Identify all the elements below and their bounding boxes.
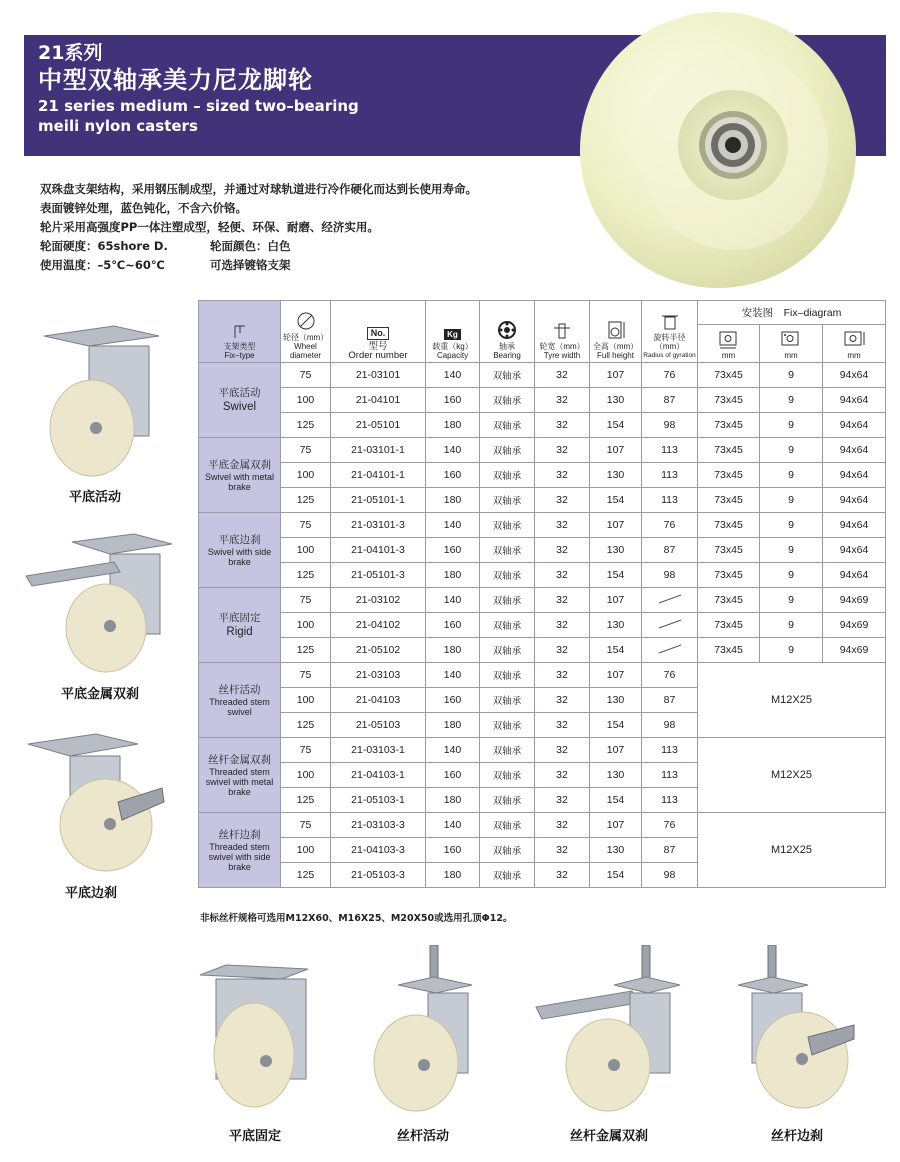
cell-d: 125 (281, 488, 331, 513)
bottom-label-threaded-metal-brake: 丝杆金属双刹 (569, 1129, 648, 1144)
table-row (199, 438, 886, 463)
cell-f2: 9 (760, 638, 823, 663)
cell-d: 75 (281, 663, 331, 688)
bottom-label-threaded-side-brake: 丝杆边刹 (770, 1129, 823, 1144)
cell-d: 75 (281, 813, 331, 838)
fix-type-cell (199, 738, 281, 813)
cell-d: 125 (281, 413, 331, 438)
cell-h: 154 (590, 563, 642, 588)
bottom-label-threaded-swivel: 丝杆活动 (396, 1129, 449, 1144)
cell-radius: 87 (642, 538, 698, 563)
cell-b: 双轴承 (480, 563, 535, 588)
fix-type-cn: 丝杆边刹 (218, 828, 261, 841)
cell-d: 100 (281, 688, 331, 713)
radius-icon (660, 313, 680, 331)
cell-f2: 9 (760, 588, 823, 613)
cell-no: 21-05103-1 (331, 788, 426, 813)
cell-f2: 9 (760, 438, 823, 463)
series-title: 21系列 (38, 42, 103, 64)
cell-cap: 140 (426, 513, 480, 538)
cell-b: 双轴承 (480, 713, 535, 738)
cell-h: 154 (590, 863, 642, 888)
cell-d: 125 (281, 788, 331, 813)
cell-no: 21-04102 (331, 613, 426, 638)
cell-f2: 9 (760, 363, 823, 388)
cell-f3: 94x64 (823, 488, 886, 513)
fix-type-en: Swivel (222, 400, 257, 413)
table-row (199, 388, 886, 413)
cell-f3: 94x64 (823, 438, 886, 463)
cell-b: 双轴承 (480, 638, 535, 663)
cell-no: 21-05101 (331, 413, 426, 438)
cell-no: 21-05103-3 (331, 863, 426, 888)
spec-table (198, 300, 886, 888)
cell-f3: 94x64 (823, 413, 886, 438)
table-row (199, 563, 886, 588)
cell-d: 100 (281, 463, 331, 488)
cell-radius: 113 (642, 488, 698, 513)
fix-type-en: Threaded stem swivel with metal brake (205, 766, 274, 797)
table-row (199, 463, 886, 488)
spec-table-body (199, 363, 886, 888)
cell-radius: 87 (642, 838, 698, 863)
fix-type-cell (199, 588, 281, 663)
desc-line3: 轮片采用高强度PP一体注塑成型，轻便、环保、耐磨、经济实用。 (40, 220, 379, 234)
cell-h: 154 (590, 488, 642, 513)
cell-radius: 76 (642, 513, 698, 538)
hero-wheel-image (578, 10, 858, 290)
fix-type-cell (199, 663, 281, 738)
side-label-side-brake: 平底边刹 (64, 886, 117, 901)
cell-w: 32 (535, 788, 590, 813)
cell-w: 32 (535, 738, 590, 763)
cell-h: 107 (590, 438, 642, 463)
cell-cap: 180 (426, 788, 480, 813)
cell-d: 125 (281, 863, 331, 888)
fix-type-cell (199, 513, 281, 588)
cell-f3: 94x64 (823, 563, 886, 588)
cell-f1: 73x45 (698, 563, 760, 588)
cell-h: 154 (590, 638, 642, 663)
order-number-icon: No. (367, 327, 390, 340)
cell-no: 21-04103-1 (331, 763, 426, 788)
cell-no: 21-05101-3 (331, 563, 426, 588)
side-brake-caster-image (26, 730, 166, 875)
cell-b: 双轴承 (480, 388, 535, 413)
title-en-line2: meili nylon casters (38, 117, 198, 135)
bottom-label-rigid: 平底固定 (228, 1129, 281, 1144)
cell-h: 154 (590, 788, 642, 813)
description (40, 180, 477, 275)
fix-type-cell (199, 363, 281, 438)
cell-cap: 160 (426, 613, 480, 638)
fix-type-en: Threaded stem swivel with side brake (208, 841, 271, 872)
cell-h: 130 (590, 388, 642, 413)
cell-cap: 140 (426, 738, 480, 763)
cell-h: 154 (590, 413, 642, 438)
cell-f2: 9 (760, 463, 823, 488)
cell-b: 双轴承 (480, 413, 535, 438)
cell-f1: 73x45 (698, 363, 760, 388)
cell-cap: 160 (426, 463, 480, 488)
cell-f3: 94x64 (823, 513, 886, 538)
cell-w: 32 (535, 863, 590, 888)
cell-f1: 73x45 (698, 388, 760, 413)
cell-f3: 94x64 (823, 538, 886, 563)
fix-type-cell (199, 438, 281, 513)
cell-radius: 113 (642, 788, 698, 813)
cell-no: 21-03101-1 (331, 438, 426, 463)
cell-radius: 98 (642, 563, 698, 588)
cell-d: 75 (281, 363, 331, 388)
cell-no: 21-03103-1 (331, 738, 426, 763)
cell-radius: 113 (642, 763, 698, 788)
cell-no: 21-04103 (331, 688, 426, 713)
cell-radius: 87 (642, 688, 698, 713)
cell-b: 双轴承 (480, 488, 535, 513)
cell-f3: 94x69 (823, 613, 886, 638)
cell-no: 21-03103 (331, 663, 426, 688)
cell-f1: 73x45 (698, 588, 760, 613)
cell-h: 154 (590, 713, 642, 738)
cell-radius: 76 (642, 813, 698, 838)
cell-no: 21-03101-3 (331, 513, 426, 538)
cell-d: 75 (281, 588, 331, 613)
cell-radius: 113 (642, 738, 698, 763)
cell-no: 21-05102 (331, 638, 426, 663)
weight-icon: Kg (444, 329, 461, 340)
cell-cap: 180 (426, 488, 480, 513)
cell-w: 32 (535, 463, 590, 488)
cell-no: 21-03102 (331, 588, 426, 613)
fix-type-cn: 平底边刹 (218, 533, 261, 546)
cell-f1: 73x45 (698, 538, 760, 563)
cell-f1: 73x45 (698, 613, 760, 638)
cell-b: 双轴承 (480, 813, 535, 838)
full-height-icon (606, 320, 626, 340)
cell-radius: 98 (642, 413, 698, 438)
cell-d: 125 (281, 638, 331, 663)
cell-b: 双轴承 (480, 613, 535, 638)
threaded-side-brake-caster-image (738, 945, 856, 1115)
cell-f2: 9 (760, 563, 823, 588)
fix-type-cn: 丝杆金属双刹 (208, 753, 271, 766)
cell-no: 21-05103 (331, 713, 426, 738)
cell-w: 32 (535, 663, 590, 688)
wheel-diameter-icon (296, 311, 316, 331)
cell-radius: 113 (642, 438, 698, 463)
cell-w: 32 (535, 538, 590, 563)
desc-line1: 双珠盘支架结构，采用钢压制成型，并通过对球轨道进行冷作硬化而达到长使用寿命。 (40, 182, 477, 196)
cell-cap: 140 (426, 813, 480, 838)
thread-spec-cell: M12X25 (698, 813, 886, 888)
cell-b: 双轴承 (480, 763, 535, 788)
cell-radius: 98 (642, 863, 698, 888)
desc-line2: 表面镀锌处理，蓝色钝化，不含六价铬。 (40, 201, 247, 215)
cell-no: 21-04101-1 (331, 463, 426, 488)
fix-type-cn: 丝杆活动 (218, 683, 261, 696)
th-tyre: 轮宽（mm） Tyre width (535, 301, 590, 363)
cell-b: 双轴承 (480, 463, 535, 488)
cell-d: 75 (281, 438, 331, 463)
th-bearing: 轴承 Bearing (480, 301, 535, 363)
cell-cap: 140 (426, 363, 480, 388)
threaded-swivel-caster-image (368, 945, 478, 1115)
cell-cap: 140 (426, 663, 480, 688)
cell-cap: 180 (426, 413, 480, 438)
no-radius-slash-icon (655, 643, 685, 655)
cell-f1: 73x45 (698, 413, 760, 438)
table-row (199, 813, 886, 838)
cell-f3: 94x64 (823, 463, 886, 488)
cell-radius (642, 613, 698, 638)
side-label-metal-brake: 平底金属双刹 (60, 687, 139, 702)
tyre-width-icon (552, 320, 572, 340)
cell-f2: 9 (760, 488, 823, 513)
cell-h: 130 (590, 763, 642, 788)
th-capacity: Kg 载重（kg） Capacity (426, 301, 480, 363)
cell-d: 75 (281, 738, 331, 763)
cell-f1: 73x45 (698, 638, 760, 663)
threaded-metal-brake-caster-image (534, 945, 684, 1115)
table-row (199, 413, 886, 438)
cell-cap: 180 (426, 563, 480, 588)
rigid-caster-image (196, 945, 314, 1115)
banner-text (38, 42, 359, 136)
cell-cap: 180 (426, 638, 480, 663)
cell-f1: 73x45 (698, 488, 760, 513)
fix-type-cell (199, 813, 281, 888)
cell-f2: 9 (760, 613, 823, 638)
desc-color: 轮面颜色：白色 (210, 239, 291, 253)
no-radius-slash-icon (655, 593, 685, 605)
table-row (199, 638, 886, 663)
th-fix-diagram: 安装图 Fix–diagram (698, 301, 886, 325)
cell-no: 21-04103-3 (331, 838, 426, 863)
cell-cap: 140 (426, 588, 480, 613)
bearing-icon (497, 320, 517, 340)
cell-w: 32 (535, 363, 590, 388)
bolt-hole-diagram-icon (779, 329, 803, 349)
th-height: 全高（mm） Full height (590, 301, 642, 363)
table-row (199, 363, 886, 388)
cell-b: 双轴承 (480, 863, 535, 888)
fix-type-icon (232, 324, 248, 340)
cell-f3: 94x64 (823, 363, 886, 388)
th-fix-3: mm (823, 325, 886, 363)
cell-radius: 87 (642, 388, 698, 413)
side-label-swivel: 平底活动 (68, 490, 121, 505)
fix-type-en: Rigid (226, 625, 253, 638)
fix-type-cn: 平底活动 (218, 386, 261, 399)
cell-w: 32 (535, 438, 590, 463)
cell-f2: 9 (760, 513, 823, 538)
th-wheel: 轮径（mm） Wheel diameter (281, 301, 331, 363)
cell-b: 双轴承 (480, 738, 535, 763)
cell-f1: 73x45 (698, 438, 760, 463)
cell-d: 100 (281, 763, 331, 788)
cell-f2: 9 (760, 413, 823, 438)
cell-f1: 73x45 (698, 513, 760, 538)
cell-f1: 73x45 (698, 463, 760, 488)
desc-hardness: 轮面硬度：65shore D. (40, 239, 168, 253)
plate-diagram-icon (717, 329, 741, 349)
cell-f2: 9 (760, 388, 823, 413)
cell-b: 双轴承 (480, 688, 535, 713)
th-order: No. 型号 Order number (331, 301, 426, 363)
cell-b: 双轴承 (480, 838, 535, 863)
desc-temperature: 使用温度：–5℃~60℃ (40, 258, 165, 272)
cell-d: 125 (281, 563, 331, 588)
cell-d: 100 (281, 613, 331, 638)
cell-w: 32 (535, 688, 590, 713)
cell-d: 75 (281, 513, 331, 538)
cell-b: 双轴承 (480, 788, 535, 813)
cell-b: 双轴承 (480, 513, 535, 538)
table-row (199, 613, 886, 638)
title-en-line1: 21 series medium – sized two–bearing (38, 97, 359, 115)
fix-type-cn: 平底金属双刹 (208, 458, 271, 471)
cell-radius: 76 (642, 363, 698, 388)
th-type: 支架类型 Fix–type (199, 301, 281, 363)
cell-w: 32 (535, 488, 590, 513)
cell-w: 32 (535, 413, 590, 438)
thread-spec-cell: M12X25 (698, 663, 886, 738)
fix-type-en: Swivel with metal brake (204, 471, 275, 492)
footnote: 非标丝杆规格可选用M12X60、M16X25、M20X50或选用孔顶Φ12。 (200, 913, 513, 924)
cell-d: 100 (281, 838, 331, 863)
cell-h: 130 (590, 688, 642, 713)
table-row (199, 588, 886, 613)
thread-spec-cell: M12X25 (698, 738, 886, 813)
fix-type-cn: 平底固定 (218, 611, 261, 624)
fix-type-en: Swivel with side brake (207, 546, 272, 567)
cell-b: 双轴承 (480, 438, 535, 463)
fix-type-en: Threaded stem swivel (209, 696, 270, 717)
cell-h: 130 (590, 463, 642, 488)
cell-h: 130 (590, 613, 642, 638)
metal-brake-caster-image (24, 528, 174, 678)
cell-b: 双轴承 (480, 363, 535, 388)
cell-no: 21-03103-3 (331, 813, 426, 838)
cell-f3: 94x69 (823, 638, 886, 663)
cell-cap: 160 (426, 688, 480, 713)
cell-cap: 140 (426, 438, 480, 463)
cell-no: 21-05101-1 (331, 488, 426, 513)
no-radius-slash-icon (655, 618, 685, 630)
table-row (199, 538, 886, 563)
swivel-caster-image (34, 318, 164, 478)
cell-d: 100 (281, 388, 331, 413)
cell-h: 107 (590, 363, 642, 388)
cell-cap: 180 (426, 713, 480, 738)
cell-h: 107 (590, 513, 642, 538)
cell-w: 32 (535, 388, 590, 413)
cell-cap: 180 (426, 863, 480, 888)
cell-no: 21-04101-3 (331, 538, 426, 563)
cell-d: 125 (281, 713, 331, 738)
cell-w: 32 (535, 713, 590, 738)
cell-radius: 98 (642, 713, 698, 738)
cell-cap: 160 (426, 538, 480, 563)
cell-no: 21-04101 (331, 388, 426, 413)
cell-cap: 160 (426, 763, 480, 788)
cell-radius (642, 588, 698, 613)
cell-b: 双轴承 (480, 663, 535, 688)
cell-radius: 113 (642, 463, 698, 488)
cell-w: 32 (535, 763, 590, 788)
table-row (199, 738, 886, 763)
cell-w: 32 (535, 813, 590, 838)
table-row (199, 513, 886, 538)
th-radius: 旋转半径 （mm） Radius of gyration (642, 301, 698, 363)
table-row (199, 663, 886, 688)
title-cn: 中型双轴承美力尼龙脚轮 (38, 66, 313, 94)
cell-w: 32 (535, 638, 590, 663)
cell-radius: 76 (642, 663, 698, 688)
cell-h: 107 (590, 588, 642, 613)
cell-w: 32 (535, 588, 590, 613)
cell-radius (642, 638, 698, 663)
cell-f3: 94x69 (823, 588, 886, 613)
plate-size-diagram-icon (842, 329, 866, 349)
cell-f3: 94x64 (823, 388, 886, 413)
cell-f2: 9 (760, 538, 823, 563)
th-fix-2: mm (760, 325, 823, 363)
cell-b: 双轴承 (480, 538, 535, 563)
cell-h: 107 (590, 813, 642, 838)
cell-w: 32 (535, 613, 590, 638)
table-row (199, 488, 886, 513)
cell-cap: 160 (426, 388, 480, 413)
cell-w: 32 (535, 563, 590, 588)
cell-d: 100 (281, 538, 331, 563)
cell-h: 130 (590, 838, 642, 863)
cell-no: 21-03101 (331, 363, 426, 388)
cell-h: 107 (590, 663, 642, 688)
cell-b: 双轴承 (480, 588, 535, 613)
desc-option: 可选择镀铬支架 (210, 258, 291, 272)
cell-h: 130 (590, 538, 642, 563)
cell-h: 107 (590, 738, 642, 763)
cell-w: 32 (535, 513, 590, 538)
cell-cap: 160 (426, 838, 480, 863)
cell-w: 32 (535, 838, 590, 863)
th-fix-1: mm (698, 325, 760, 363)
